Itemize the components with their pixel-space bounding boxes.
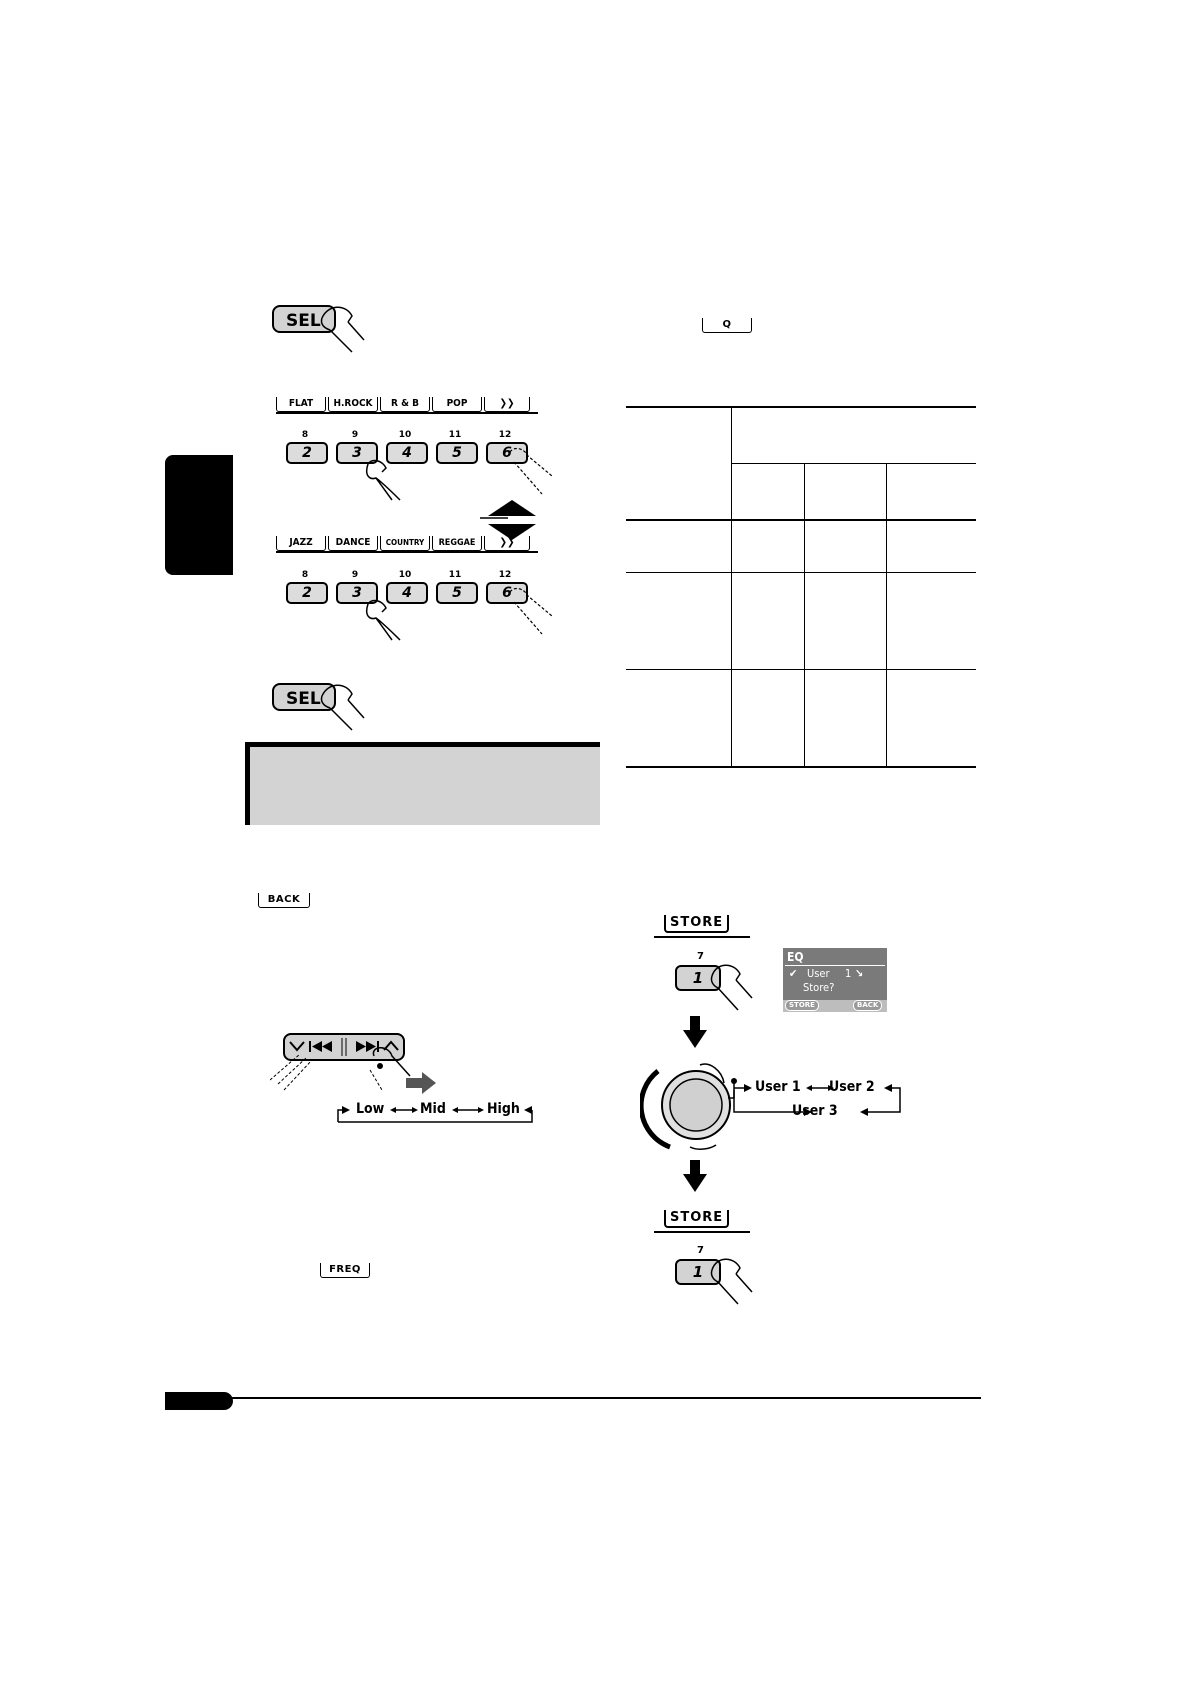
preset-1-button[interactable]: 1: [675, 1259, 721, 1285]
down-arrow-icon: [683, 1160, 707, 1192]
eq-reggae[interactable]: REGGAE: [432, 536, 482, 551]
eq-hrock[interactable]: H.ROCK: [328, 397, 378, 412]
preset-alt-number: 8: [301, 570, 309, 580]
eq-display: [783, 948, 887, 1012]
sel-label: SEL: [286, 311, 321, 331]
preset-button[interactable]: 2: [286, 582, 328, 604]
preset-button[interactable]: 3: [336, 442, 378, 464]
level-high: High: [487, 1101, 520, 1117]
preset-button[interactable]: 3: [336, 582, 378, 604]
preset-alt-number: 10: [398, 430, 412, 440]
eq-country[interactable]: COUNTRY: [380, 536, 430, 551]
finger-dashed-icon: [506, 446, 556, 496]
preset-alt-number: 10: [398, 570, 412, 580]
eq-display-back-key: BACK: [853, 1000, 882, 1011]
preset-button[interactable]: 5: [436, 582, 478, 604]
user-3-label: User 3: [792, 1103, 838, 1119]
preset-button[interactable]: 2: [286, 442, 328, 464]
finger-dashed-icon: [506, 586, 556, 636]
finger-press-icon: [708, 960, 758, 1012]
preset-button[interactable]: 4: [386, 442, 428, 464]
eq-rnb[interactable]: R & B: [380, 397, 430, 412]
store-underline: [654, 1231, 750, 1233]
user-1-label: User 1: [755, 1079, 801, 1095]
language-tab: [165, 455, 233, 575]
preset-button[interactable]: 5: [436, 442, 478, 464]
preset-button[interactable]: 4: [386, 582, 428, 604]
eq-display-user: User: [807, 967, 830, 980]
page-footer-rule: [165, 1397, 981, 1399]
q-button[interactable]: Q: [702, 318, 752, 333]
eq-next-arrow[interactable]: ❯❯: [484, 536, 530, 551]
store-button[interactable]: STORE: [664, 915, 729, 933]
preset-alt-number: 12: [498, 430, 512, 440]
eq-pop[interactable]: POP: [432, 397, 482, 412]
preset-alt-number: 9: [351, 430, 359, 440]
freq-button[interactable]: FREQ: [320, 1263, 370, 1278]
store-underline: [654, 936, 750, 938]
store-button[interactable]: STORE: [664, 1210, 729, 1228]
eq-preset-bar-1: [276, 397, 538, 414]
preset-alt-number: 7: [697, 1245, 704, 1256]
finger-press-icon: [362, 598, 412, 642]
eq-next-arrow[interactable]: ❯❯: [484, 397, 530, 412]
finger-press-icon: [318, 678, 366, 733]
preset-button[interactable]: 6: [486, 442, 528, 464]
finger-press-icon: [708, 1254, 758, 1306]
sel-label: SEL: [286, 689, 321, 709]
preset-alt-number: 8: [301, 430, 309, 440]
eq-flat[interactable]: FLAT: [276, 397, 326, 412]
preset-alt-number: 12: [498, 570, 512, 580]
preset-1-button[interactable]: 1: [675, 965, 721, 991]
down-arrow-icon: [683, 1016, 707, 1048]
eq-jazz[interactable]: JAZZ: [276, 536, 326, 551]
up-down-arrow-icon: [480, 500, 544, 540]
preset-alt-number: 7: [697, 951, 704, 962]
preset-alt-number: 11: [448, 430, 462, 440]
check-icon: ✔: [789, 967, 798, 980]
level-mid: Mid: [420, 1101, 446, 1117]
eq-display-user-number: 1: [845, 967, 852, 980]
eq-display-title: EQ: [787, 950, 804, 964]
eq-dance[interactable]: DANCE: [328, 536, 378, 551]
preset-alt-number: 11: [448, 570, 462, 580]
user-2-label: User 2: [829, 1079, 875, 1095]
finger-press-icon: [362, 458, 412, 502]
finger-press-icon: [318, 300, 366, 355]
eq-preset-bar-2: [276, 536, 538, 553]
section-heading-box: [245, 742, 600, 825]
arrow-down-icon: ↘: [855, 967, 864, 980]
preset-button[interactable]: 6: [486, 582, 528, 604]
preset-alt-number: 9: [351, 570, 359, 580]
level-low: Low: [356, 1101, 385, 1117]
eq-display-store-prompt: Store?: [803, 981, 835, 994]
back-button[interactable]: BACK: [258, 893, 310, 908]
page-number-tab: [165, 1392, 233, 1410]
eq-display-store-key: STORE: [785, 1000, 819, 1011]
